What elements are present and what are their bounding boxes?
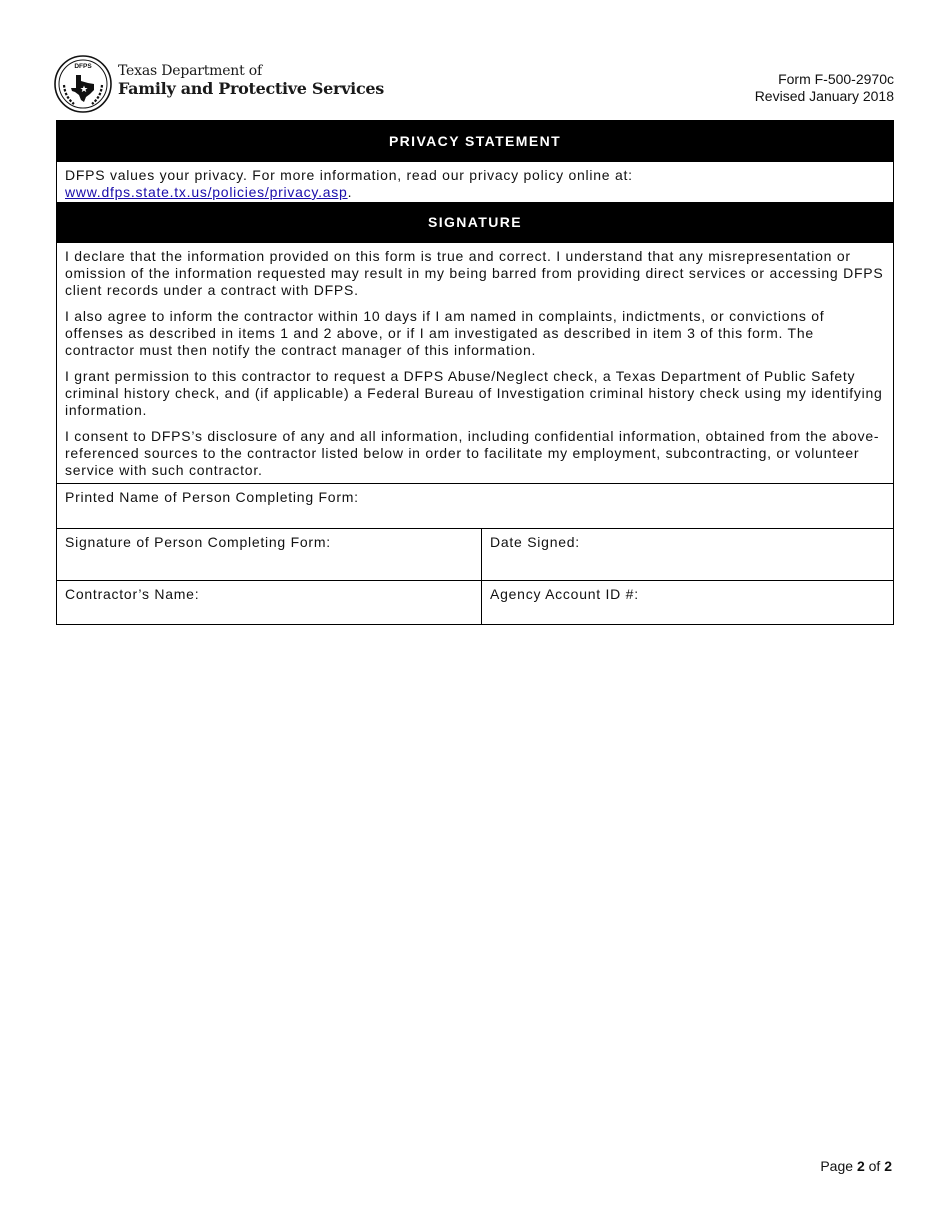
- agency-account-id-label: Agency Account ID #:: [490, 586, 639, 602]
- printed-name-label: Printed Name of Person Completing Form:: [65, 489, 359, 505]
- form-number: Form F-500-2970c: [778, 71, 894, 87]
- printed-name-row: [57, 483, 893, 528]
- declaration-paragraph: I consent to DFPS’s disclosure of any and all information, including confidential information, obtained from the above-referenced sources to the contractor listed below in order to facilitate my employment, subcontracting, or volunteer service with such contractor.: [65, 428, 880, 478]
- declaration-paragraph: I declare that the information provided on this form is true and correct. I understand that any misrepresentation or omission of the information requested may result in my being barred from providing direct services or accessing DFPS client records under a contract with DFPS.: [65, 248, 884, 298]
- form-box: [56, 120, 894, 625]
- signature-heading: SIGNATURE: [57, 202, 893, 243]
- date-signed-field[interactable]: [482, 529, 893, 580]
- privacy-policy-link[interactable]: www.dfps.state.tx.us/policies/privacy.asp: [65, 184, 348, 200]
- contractor-row: [57, 580, 893, 624]
- form-identifier: [755, 71, 894, 105]
- page-of: of: [868, 1158, 881, 1174]
- privacy-text: DFPS values your privacy. For more information, read our privacy policy online at:: [65, 167, 633, 183]
- privacy-statement-heading: PRIVACY STATEMENT: [57, 121, 893, 162]
- declaration-paragraph: I grant permission to this contractor to request a DFPS Abuse/Neglect check, a Texas Department of Public Safety criminal history check, and (if applicable) a Federal Bureau of Investigation criminal history check using my identifying information.: [65, 368, 883, 418]
- page-number: [820, 1158, 892, 1174]
- signature-row: [57, 528, 893, 580]
- page-label: Page: [820, 1158, 854, 1174]
- agency-name-line2: Family and Protective Services: [118, 79, 384, 99]
- signature-declarations: [57, 243, 893, 483]
- dfps-seal-logo: [54, 55, 112, 113]
- contractor-name-field[interactable]: [57, 581, 482, 624]
- printed-name-field[interactable]: [57, 484, 367, 528]
- privacy-link-suffix: .: [347, 184, 353, 200]
- agency-account-id-field[interactable]: [482, 581, 893, 624]
- privacy-statement-text: [57, 162, 893, 202]
- agency-name: [118, 64, 384, 98]
- signature-field[interactable]: [57, 529, 482, 580]
- page-current: 2: [856, 1158, 865, 1174]
- page-total: 2: [884, 1158, 892, 1174]
- svg-text:DFPS: DFPS: [74, 63, 92, 70]
- date-signed-label: Date Signed:: [490, 534, 580, 550]
- contractor-name-label: Contractor’s Name:: [65, 586, 200, 602]
- signature-label: Signature of Person Completing Form:: [65, 534, 331, 550]
- declaration-paragraph: I also agree to inform the contractor within 10 days if I am named in complaints, indictments, or convictions of offenses as described in items 1 and 2 above, or if I am investigated as described in item 3 of this form. The contractor must then notify the contract manager of this information.: [65, 308, 825, 358]
- revision-date: Revised January 2018: [754, 88, 894, 104]
- agency-name-line1: Texas Department of: [118, 63, 263, 79]
